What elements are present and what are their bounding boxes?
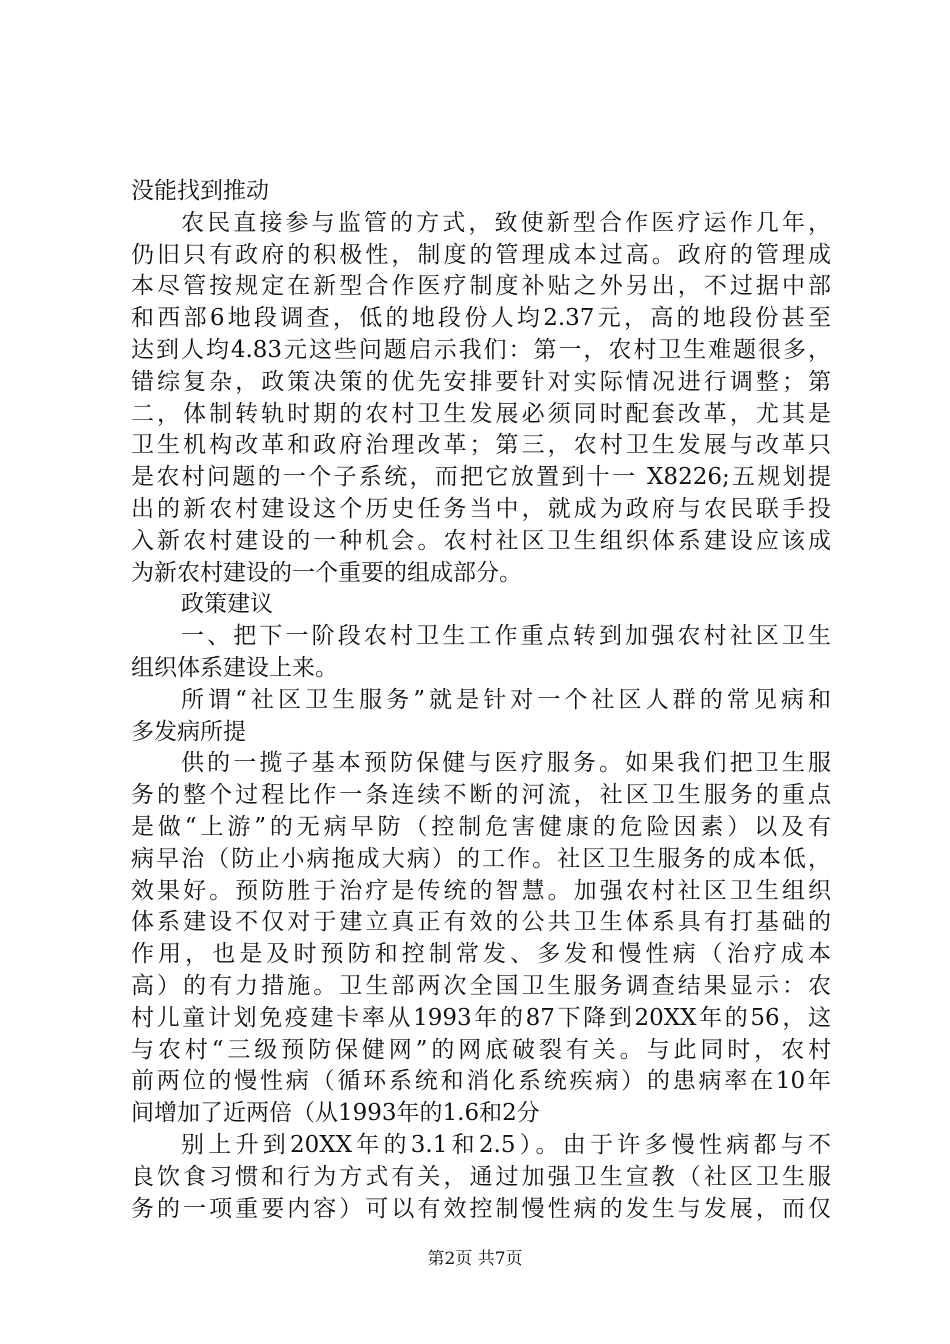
body-text [131,176,831,1225]
text-line: 仍旧只有政府的积极性，制度的管理成本过高。政府的管理成 [131,241,831,268]
text-line: 入新农村建设的一种机会。农村社区卫生组织体系建设应该成 [131,527,831,554]
text-line: 务的一项重要内容）可以有效控制慢性病的发生与发展，而仅 [131,1195,831,1222]
text-line: 和西部6地段调查，低的地段份人均2.37元，高的地段份甚至 [131,305,831,332]
text-line: 务的整个过程比作一条连续不断的河流，社区卫生服务的重点 [131,782,831,809]
text-line: 出的新农村建设这个历史任务当中，就成为政府与农民联手投 [131,495,831,522]
text-line: 效果好。预防胜于治疗是传统的智慧。加强农村社区卫生组织 [131,877,831,904]
text-line: 作用，也是及时预防和控制常发、多发和慢性病（治疗成本 [131,941,831,968]
text-line: 组织体系建设上来。 [131,654,338,681]
text-line: 本尽管按规定在新型合作医疗制度补贴之外另出，不过据中部 [131,273,831,300]
text-line: 没能找到推动 [131,178,269,204]
text-line: 多发病所提 [131,718,246,745]
text-line: 体系建设不仅对于建立真正有效的公共卫生体系具有打基础的 [131,909,831,936]
text-line: 别上升到20XX年的3.1和2.5）。由于许多慢性病都与不 [181,1131,831,1158]
text-line: 供的一揽子基本预防保健与医疗服务。如果我们把卫生服 [181,750,831,777]
text-line: 达到人均4.83元这些问题启示我们：第一，农村卫生难题很多， [131,336,831,363]
text-line: 村儿童计划免疫建卡率从1993年的87下降到20XX年的56，这 [131,1004,831,1031]
text-line: 与农村“三级预防保健网”的网底破裂有关。与此同时，农村 [131,1036,831,1063]
text-line: 卫生机构改革和政府治理改革；第三，农村卫生发展与改革只 [131,432,831,459]
text-line: 前两位的慢性病（循环系统和消化系统疾病）的患病率在10年 [131,1068,831,1095]
text-line: 病早治（防止小病拖成大病）的工作。社区卫生服务的成本低， [131,845,831,872]
text-line: 为新农村建设的一个重要的组成部分。 [131,559,522,586]
text-line: 高）的有力措施。卫生部两次全国卫生服务调查结果显示：农 [131,972,831,999]
text-line: 是农村问题的一个子系统，而把它放置到十一 X8226;五规划提 [131,464,831,491]
text-line: 错综复杂，政策决策的优先安排要针对实际情况进行调整；第 [131,368,831,395]
text-line: 一、把下一阶段农村卫生工作重点转到加强农村社区卫生 [181,623,831,650]
text-line: 所谓“社区卫生服务”就是针对一个社区人群的常见病和 [181,686,831,713]
text-line: 间增加了近两倍（从1993年的1.6和2分 [131,1100,540,1127]
text-line: 良饮食习惯和行为方式有关，通过加强卫生宣教（社区卫生服 [131,1163,831,1190]
page-footer: 第2页 共7页 [427,1249,523,1269]
text-line: 农民直接参与监管的方式，致使新型合作医疗运作几年， [181,209,831,236]
text-line: 是做“上游”的无病早防（控制危害健康的危险因素）以及有 [131,813,831,840]
text-line: 二，体制转轨时期的农村卫生发展必须同时配套改革，尤其是 [131,400,831,427]
text-line: 政策建议 [181,591,273,618]
